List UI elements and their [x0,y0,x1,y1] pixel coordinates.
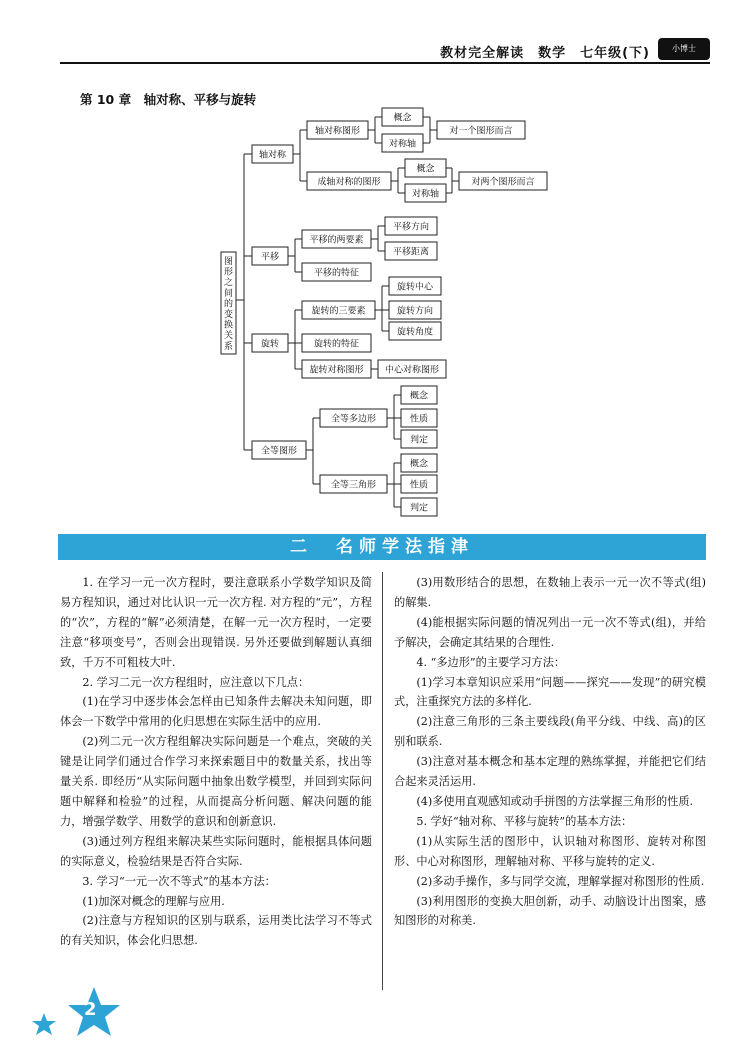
paragraph: (3)注意对基本概念和基本定理的熟练掌握，并能把它们结合起来灵活运用. [394,755,706,789]
paragraph: (2)多动手操作，多与同学交流，理解掌握对称图形的性质. [416,874,705,888]
svg-text:全等多边形: 全等多边形 [330,414,377,425]
node-poly-property [401,409,437,427]
paragraph: (4)能根据实际问题的情况列出一元一次不等式(组)，并给予解决，会确定其结果的合理性. [394,615,706,649]
node-rot-feature [302,334,371,352]
node-poly-concept [401,386,437,404]
svg-text:旋转: 旋转 [260,339,280,350]
svg-text:平移方向: 平移方向 [392,222,430,233]
node-root-label: 图形之间的变换关系 [223,257,234,352]
svg-text:轴对称图形: 轴对称图形 [314,126,361,137]
node-axial-figure [307,121,368,139]
paragraph: (1)学习本章知识应采用“问题——探究——发现”的研究模式，注重探究方法的多样化. [394,675,706,709]
svg-text:对两个图形而言: 对两个图形而言 [471,177,535,188]
node-triangle [320,475,387,493]
node-rotation [252,334,288,352]
node-tri-judge [401,498,437,516]
node-trans-direction [385,217,437,235]
node-axis-1 [382,134,423,152]
svg-text:对称轴: 对称轴 [388,139,417,150]
node-concept-1 [382,108,423,126]
svg-text:旋转对称图形: 旋转对称图形 [309,365,364,376]
section-banner-title: 二 名师学法指津 [290,537,474,557]
node-trans-distance [385,242,437,260]
svg-text:概念: 概念 [409,459,429,470]
svg-text:平移的两要素: 平移的两要素 [309,235,364,246]
node-one-figure [437,121,525,139]
node-trans-elements [302,230,371,248]
right-column [394,573,706,931]
paragraph: (2)注意与方程知识的区别与联系，运用类比法学习不等式的有关知识，体会化归思想. [60,914,372,948]
node-rot-angle [389,322,441,340]
paragraph: 2. 学习二元一次方程组时，应注意以下几点： [82,675,310,689]
svg-text:对称轴: 对称轴 [411,189,440,200]
svg-text:全等三角形: 全等三角形 [330,480,377,491]
svg-text:平移距离: 平移距离 [392,247,430,258]
paragraph: (3)通过列方程组来解决某些实际问题时，能根据具体问题的实际意义，检验结果是否符合实际. [60,834,372,868]
paragraph: 5. 学好“轴对称、平移与旋转”的基本方法： [416,814,633,828]
svg-text:性质: 性质 [409,414,429,425]
node-axis-2 [405,184,446,202]
node-root [221,252,236,354]
svg-text:旋转方向: 旋转方向 [396,306,434,317]
svg-text:平移: 平移 [260,252,280,263]
publisher-logo: 小博士 [658,38,710,60]
node-tri-concept [401,454,437,472]
paragraph: 1. 在学习一元一次方程时，要注意联系小学数学知识及简易方程知识，通过对比认识一元一次方程. 对方程的“元”，方程的“次”，方程的“解”必须清楚，在解一元一次方程时，一定要注意“移项变号”，否则会出现错误. 另外还要做到解题认真细致，千万不可粗枝大叶. [60,576,372,669]
svg-text:平移的特征: 平移的特征 [313,268,360,279]
paragraph: (1)从实际生活的图形中，认识轴对称图形、旋转对称图形、中心对称图形，理解轴对称、平移与旋转的定义. [394,834,706,868]
svg-text:性质: 性质 [409,480,429,491]
svg-text:判定: 判定 [409,435,429,446]
paragraph: (2)列二元一次方程组解决实际问题是一个难点，突破的关键是让同学们通过合作学习来探索题目中的数量关系，找出等量关系. 即经历“从实际问题中抽象出数学模型，并回到实际问题中解释和检验”的过程，从而提高分析问题、解决问题的能力，增强学数学、用数学的意识和创新意识. [60,735,372,828]
paragraph: (1)在学习中逐步体会怎样由已知条件去解决未知问题，即体会一下数学中常用的化归思想在实际生活中的应用. [60,695,372,729]
node-poly-judge [401,430,437,448]
svg-text:概念: 概念 [416,164,435,175]
paragraph: (1)加深对概念的理解与应用. [82,894,225,908]
section-banner [58,534,706,560]
svg-text:旋转的特征: 旋转的特征 [313,339,360,350]
node-rot-sym [302,360,371,378]
svg-text:轴对称: 轴对称 [258,150,287,161]
svg-text:全等图形: 全等图形 [260,446,298,457]
column-divider [382,572,383,990]
node-central-sym [378,360,446,378]
svg-text:成轴对称的图形: 成轴对称的图形 [317,177,381,188]
node-rot-elements [302,301,375,319]
header-title: 教材完全解读 数学 七年级(下) [440,46,650,61]
node-tri-property [401,475,437,493]
paragraph: (3)利用图形的变换大胆创新，动手、动脑设计出图案，感知图形的对称美. [394,894,706,928]
paragraph: 4. “多边形”的主要学习方法： [416,655,566,669]
svg-text:概念: 概念 [409,391,429,402]
node-axial [252,145,293,163]
svg-text:概念: 概念 [393,113,412,124]
svg-text:旋转角度: 旋转角度 [396,327,434,338]
node-rot-direction [389,301,441,319]
node-rot-center [389,277,441,295]
paragraph: (4)多使用直观感知或动手拼图的方法掌握三角形的性质. [416,794,694,808]
paragraph: 3. 学习“一元一次不等式”的基本方法： [82,874,276,888]
svg-text:旋转中心: 旋转中心 [396,282,434,293]
svg-text:旋转的三要素: 旋转的三要素 [311,306,366,317]
svg-text:判定: 判定 [409,503,429,514]
svg-text:对一个图形而言: 对一个图形而言 [449,126,513,137]
chapter-title: 第 10 章 轴对称、平移与旋转 [80,92,257,107]
paragraph: (3)用数形结合的思想，在数轴上表示一元一次不等式(组)的解集. [394,576,706,609]
node-congruent [252,441,306,459]
node-translation [252,247,288,265]
svg-text:中心对称图形: 中心对称图形 [384,365,440,376]
small-star-icon [32,1013,56,1035]
node-polygon [320,409,387,427]
page-number-badge [30,985,130,1045]
paragraph: (2)注意三角形的三条主要线段(角平分线、中线、高)的区别和联系. [394,715,706,749]
node-concept-2 [405,159,446,177]
node-trans-feature [302,263,371,281]
page-number: 2 [84,999,97,1020]
node-axial-sym [307,172,391,190]
left-column [60,573,372,951]
node-two-figures [459,172,547,190]
